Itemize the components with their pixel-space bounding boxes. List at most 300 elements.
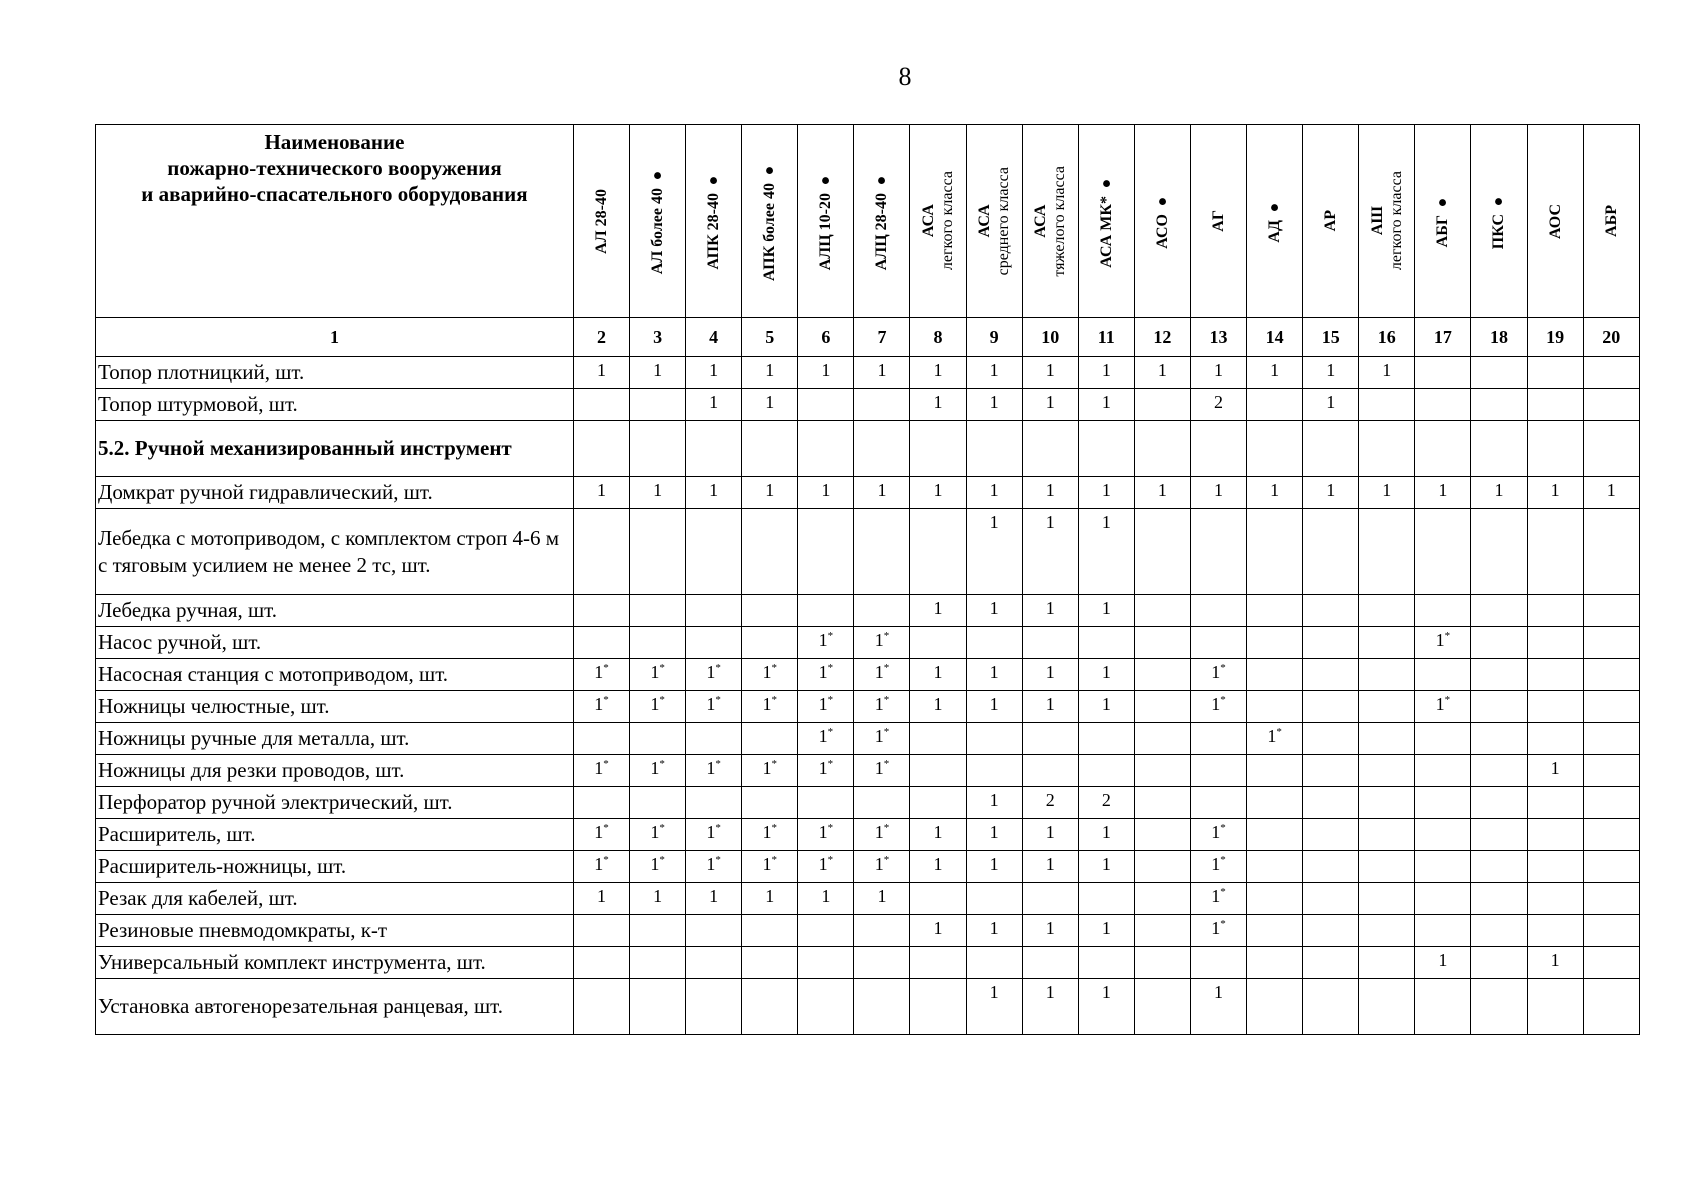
equipment-name: Установка автогенорезательная ранцевая, шт. [96, 979, 574, 1035]
quantity-cell: 1 [1190, 357, 1246, 389]
column-header [1471, 125, 1527, 318]
footnote-mark: * [603, 694, 609, 706]
quantity-cell [798, 979, 854, 1035]
column-header-main: АЛ более 40 ● [649, 167, 667, 275]
table-row [96, 947, 1640, 979]
table-row [96, 421, 1640, 477]
quantity-value: 1 [650, 854, 660, 874]
quantity-value: 1 [818, 630, 828, 650]
column-header-main: ПКС ● [1490, 192, 1508, 250]
quantity-cell [854, 723, 910, 755]
quantity-cell [1247, 819, 1303, 851]
quantity-cell: 1 [1022, 357, 1078, 389]
quantity-cell: 1 [1022, 915, 1078, 947]
quantity-cell [854, 509, 910, 595]
quantity-cell [966, 947, 1022, 979]
column-number: 8 [910, 318, 966, 357]
quantity-cell: 1 [1415, 477, 1471, 509]
quantity-cell [686, 851, 742, 883]
table-row [96, 915, 1640, 947]
quantity-cell [1190, 509, 1246, 595]
quantity-value: 1 [594, 854, 604, 874]
column-header-label [1265, 199, 1284, 243]
quantity-cell: 1 [910, 389, 966, 421]
quantity-cell [1583, 947, 1639, 979]
quantity-cell [1190, 915, 1246, 947]
quantity-cell [1190, 691, 1246, 723]
column-header-label [1546, 204, 1565, 239]
column-header-label [975, 167, 1013, 275]
quantity-cell [966, 421, 1022, 477]
quantity-cell [1247, 595, 1303, 627]
quantity-cell: 1 [742, 883, 798, 915]
equipment-name: Универсальный комплект инструмента, шт. [96, 947, 574, 979]
quantity-value: 1 [762, 662, 772, 682]
quantity-cell [1134, 509, 1190, 595]
quantity-cell [1022, 723, 1078, 755]
column-number: 12 [1134, 318, 1190, 357]
quantity-cell [573, 947, 629, 979]
quantity-cell: 1 [686, 883, 742, 915]
column-header [1583, 125, 1639, 318]
column-header-label [760, 162, 779, 281]
quantity-cell: 1 [966, 851, 1022, 883]
quantity-cell [1134, 389, 1190, 421]
column-header-main: АСА [976, 204, 994, 238]
quantity-cell [1583, 659, 1639, 691]
quantity-cell [1190, 627, 1246, 659]
quantity-cell [1078, 627, 1134, 659]
quantity-cell [1359, 509, 1415, 595]
quantity-cell: 1 [966, 509, 1022, 595]
quantity-cell: 1 [1078, 389, 1134, 421]
quantity-cell [1022, 421, 1078, 477]
quantity-cell [686, 595, 742, 627]
quantity-cell [573, 509, 629, 595]
quantity-cell [1247, 659, 1303, 691]
quantity-cell [1471, 659, 1527, 691]
quantity-cell [1471, 787, 1527, 819]
quantity-cell [1527, 979, 1583, 1035]
quantity-value: 1 [762, 822, 772, 842]
quantity-cell [1583, 819, 1639, 851]
footnote-mark: * [715, 854, 721, 866]
quantity-value: 1 [706, 662, 716, 682]
quantity-cell [1471, 723, 1527, 755]
quantity-cell: 1 [966, 357, 1022, 389]
quantity-cell [1527, 627, 1583, 659]
quantity-cell [1247, 979, 1303, 1035]
quantity-cell [1527, 357, 1583, 389]
column-header-label [872, 172, 891, 270]
column-header-label [1433, 194, 1452, 247]
column-header [573, 125, 629, 318]
quantity-cell [1247, 851, 1303, 883]
column-header-main: АШ [1368, 206, 1386, 236]
quantity-cell [630, 787, 686, 819]
quantity-cell: 1 [966, 979, 1022, 1035]
table-row [96, 755, 1640, 787]
quantity-cell [1303, 691, 1359, 723]
column-header [1190, 125, 1246, 318]
quantity-cell [1134, 755, 1190, 787]
quantity-cell: 1 [910, 819, 966, 851]
quantity-cell [910, 979, 966, 1035]
quantity-cell [1022, 883, 1078, 915]
quantity-cell: 1 [798, 883, 854, 915]
quantity-cell [1415, 979, 1471, 1035]
quantity-cell [630, 421, 686, 477]
column-number: 4 [686, 318, 742, 357]
footnote-mark: * [827, 758, 834, 770]
quantity-cell [1583, 389, 1639, 421]
quantity-cell: 1 [1078, 595, 1134, 627]
name-column-header-line: Наименование [264, 130, 405, 154]
quantity-cell [573, 659, 629, 691]
quantity-cell [573, 851, 629, 883]
quantity-cell [1527, 883, 1583, 915]
quantity-cell [742, 819, 798, 851]
column-header [1247, 125, 1303, 318]
quantity-cell [686, 787, 742, 819]
quantity-cell: 1 [1022, 595, 1078, 627]
quantity-cell [573, 819, 629, 851]
footnote-mark: * [715, 694, 721, 706]
quantity-cell [686, 979, 742, 1035]
quantity-cell [1527, 819, 1583, 851]
column-header-label [816, 172, 835, 270]
quantity-cell [1359, 723, 1415, 755]
column-header [1415, 125, 1471, 318]
name-column-header-line: и аварийно-спасательного оборудования [141, 182, 528, 206]
table-row [96, 659, 1640, 691]
quantity-cell [798, 851, 854, 883]
quantity-cell [1190, 595, 1246, 627]
quantity-cell: 1 [966, 477, 1022, 509]
quantity-cell [630, 755, 686, 787]
table-row [96, 979, 1640, 1035]
quantity-cell: 1 [966, 691, 1022, 723]
footnote-mark: * [715, 758, 721, 770]
quantity-cell: 1 [1303, 477, 1359, 509]
quantity-cell: 1 [798, 357, 854, 389]
quantity-cell [742, 595, 798, 627]
column-number: 19 [1527, 318, 1583, 357]
equipment-name: Домкрат ручной гидравлический, шт. [96, 477, 574, 509]
quantity-cell: 1 [1022, 819, 1078, 851]
quantity-value: 1 [706, 854, 716, 874]
quantity-value: 1 [874, 694, 884, 714]
footnote-mark: * [659, 758, 665, 770]
quantity-cell: 1 [910, 357, 966, 389]
quantity-cell [1359, 755, 1415, 787]
column-number: 20 [1583, 318, 1639, 357]
quantity-cell [1134, 947, 1190, 979]
column-number: 1 [96, 318, 574, 357]
quantity-cell: 1 [910, 851, 966, 883]
page-number: 8 [898, 62, 912, 91]
quantity-cell [630, 723, 686, 755]
quantity-cell [1415, 509, 1471, 595]
quantity-cell [1190, 947, 1246, 979]
column-header-main: АЛ 28-40 [592, 188, 610, 254]
column-header [1359, 125, 1415, 318]
quantity-cell [854, 755, 910, 787]
quantity-cell: 1 [742, 477, 798, 509]
quantity-value: 1 [594, 662, 604, 682]
quantity-cell [1303, 755, 1359, 787]
equipment-name: Перфоратор ручной электрический, шт. [96, 787, 574, 819]
quantity-value: 1 [1435, 630, 1445, 650]
quantity-cell: 1 [966, 595, 1022, 627]
quantity-value: 1 [762, 854, 772, 874]
equipment-name: Лебедка с мотоприводом, с комплектом строп 4-6 м с тяговым усилием не менее 2 тс, шт. [96, 509, 574, 595]
quantity-cell [1359, 915, 1415, 947]
quantity-cell [1583, 723, 1639, 755]
quantity-cell [1471, 389, 1527, 421]
quantity-cell [742, 787, 798, 819]
quantity-value: 1 [874, 854, 884, 874]
column-number: 9 [966, 318, 1022, 357]
footnote-mark: * [1220, 662, 1226, 674]
quantity-cell [798, 755, 854, 787]
quantity-cell: 1 [686, 357, 742, 389]
footnote-mark: * [659, 694, 665, 706]
quantity-cell: 1 [1359, 357, 1415, 389]
quantity-value: 1 [650, 662, 660, 682]
equipment-name: Расширитель, шт. [96, 819, 574, 851]
quantity-cell: 2 [1078, 787, 1134, 819]
column-header [1134, 125, 1190, 318]
quantity-cell [1134, 691, 1190, 723]
quantity-cell [686, 659, 742, 691]
quantity-cell [854, 979, 910, 1035]
quantity-value: 1 [594, 694, 604, 714]
name-column-header-line: пожарно-технического вооружения [167, 156, 502, 180]
quantity-cell [630, 851, 686, 883]
quantity-cell: 1 [1527, 477, 1583, 509]
column-header-main: АСА [1032, 204, 1050, 238]
quantity-cell [1303, 851, 1359, 883]
column-header-label [1153, 193, 1172, 249]
quantity-cell [854, 851, 910, 883]
quantity-cell [910, 755, 966, 787]
quantity-cell [1359, 819, 1415, 851]
column-header-main: АСА МК* ● [1097, 174, 1115, 268]
quantity-value: 1 [818, 694, 828, 714]
footnote-mark: * [883, 758, 890, 770]
table-row [96, 357, 1640, 389]
quantity-cell [966, 723, 1022, 755]
column-number: 6 [798, 318, 854, 357]
quantity-cell [1078, 421, 1134, 477]
column-number: 10 [1022, 318, 1078, 357]
quantity-cell: 1 [1022, 477, 1078, 509]
quantity-cell [1022, 627, 1078, 659]
quantity-cell [1078, 947, 1134, 979]
quantity-cell [1359, 421, 1415, 477]
quantity-cell: 1 [966, 819, 1022, 851]
table-row [96, 787, 1640, 819]
column-number: 17 [1415, 318, 1471, 357]
quantity-cell [686, 915, 742, 947]
quantity-cell [1247, 389, 1303, 421]
column-number: 13 [1190, 318, 1246, 357]
quantity-cell: 1 [1471, 477, 1527, 509]
quantity-cell [1583, 357, 1639, 389]
quantity-cell [1583, 627, 1639, 659]
quantity-cell [1359, 979, 1415, 1035]
footnote-mark: * [715, 822, 721, 834]
footnote-mark: * [827, 726, 834, 738]
quantity-cell [854, 691, 910, 723]
quantity-cell: 2 [1022, 787, 1078, 819]
column-number: 5 [742, 318, 798, 357]
quantity-cell [798, 947, 854, 979]
quantity-cell [742, 421, 798, 477]
quantity-cell [1134, 915, 1190, 947]
quantity-cell [686, 947, 742, 979]
quantity-cell [1415, 389, 1471, 421]
footnote-mark: * [603, 662, 609, 674]
quantity-cell [854, 819, 910, 851]
quantity-cell [966, 883, 1022, 915]
column-header-label [1321, 210, 1340, 231]
quantity-value: 1 [650, 822, 660, 842]
quantity-cell [1022, 947, 1078, 979]
quantity-cell: 1 [910, 691, 966, 723]
quantity-cell: 1 [1247, 357, 1303, 389]
column-number: 3 [630, 318, 686, 357]
quantity-cell [686, 421, 742, 477]
quantity-cell [630, 691, 686, 723]
quantity-cell [1190, 755, 1246, 787]
quantity-cell [1190, 851, 1246, 883]
quantity-cell [1415, 595, 1471, 627]
column-header-label [919, 171, 957, 270]
quantity-cell [1415, 691, 1471, 723]
footnote-mark: * [827, 854, 834, 866]
quantity-cell [1247, 915, 1303, 947]
column-header-sub: тяжелого класса [1051, 165, 1069, 277]
quantity-cell [1415, 421, 1471, 477]
quantity-cell [1247, 755, 1303, 787]
quantity-cell [1471, 595, 1527, 627]
quantity-cell [798, 787, 854, 819]
quantity-cell [1415, 357, 1471, 389]
quantity-cell [1247, 883, 1303, 915]
quantity-cell [966, 755, 1022, 787]
quantity-cell: 1 [630, 883, 686, 915]
quantity-value: 1 [1267, 726, 1277, 746]
equipment-name: Ножницы ручные для металла, шт. [96, 723, 574, 755]
quantity-cell: 1 [630, 477, 686, 509]
quantity-cell [742, 691, 798, 723]
quantity-cell [1303, 627, 1359, 659]
quantity-cell [573, 389, 629, 421]
quantity-cell [1583, 755, 1639, 787]
quantity-cell [1247, 787, 1303, 819]
quantity-cell [1415, 915, 1471, 947]
quantity-cell [742, 915, 798, 947]
column-header-main: АГ [1210, 210, 1227, 232]
quantity-cell [1471, 357, 1527, 389]
quantity-cell [1471, 979, 1527, 1035]
quantity-cell: 1 [1190, 979, 1246, 1035]
quantity-cell [1134, 979, 1190, 1035]
quantity-cell [854, 915, 910, 947]
footnote-mark: * [883, 630, 890, 642]
quantity-cell [1359, 691, 1415, 723]
quantity-cell [910, 421, 966, 477]
quantity-cell [1359, 595, 1415, 627]
quantity-cell [1415, 659, 1471, 691]
quantity-cell [630, 947, 686, 979]
footnote-mark: * [827, 662, 834, 674]
equipment-name: Ножницы для резки проводов, шт. [96, 755, 574, 787]
footnote-mark: * [827, 694, 834, 706]
quantity-cell [686, 691, 742, 723]
column-header-main: АР [1322, 210, 1340, 232]
quantity-cell [1415, 851, 1471, 883]
table-row [96, 851, 1640, 883]
quantity-cell: 1 [1190, 477, 1246, 509]
column-header [1527, 125, 1583, 318]
column-number: 11 [1078, 318, 1134, 357]
footnote-mark: * [883, 694, 890, 706]
quantity-value: 1 [706, 758, 716, 778]
quantity-cell [1527, 787, 1583, 819]
table-row [96, 627, 1640, 659]
quantity-cell [1527, 595, 1583, 627]
quantity-cell: 1 [1303, 357, 1359, 389]
quantity-cell [854, 595, 910, 627]
quantity-value: 1 [762, 758, 772, 778]
quantity-value: 1 [1211, 918, 1221, 938]
quantity-cell [686, 819, 742, 851]
quantity-cell [1303, 819, 1359, 851]
quantity-cell [854, 787, 910, 819]
quantity-cell: 1 [573, 883, 629, 915]
quantity-cell [966, 627, 1022, 659]
footnote-mark: * [603, 758, 609, 770]
column-header-main: АОС [1546, 203, 1564, 239]
quantity-cell [1471, 947, 1527, 979]
column-number: 16 [1359, 318, 1415, 357]
quantity-cell [1078, 755, 1134, 787]
quantity-cell: 1 [854, 357, 910, 389]
quantity-cell: 1 [1527, 755, 1583, 787]
quantity-cell [686, 509, 742, 595]
quantity-value: 1 [650, 758, 660, 778]
column-header [1303, 125, 1359, 318]
quantity-value: 1 [1211, 822, 1221, 842]
quantity-cell [910, 947, 966, 979]
column-header-main: АПК 28-40 ● [705, 172, 723, 270]
quantity-cell: 2 [1190, 389, 1246, 421]
quantity-cell [573, 723, 629, 755]
quantity-cell [1583, 691, 1639, 723]
quantity-cell: 1 [910, 659, 966, 691]
quantity-cell [1471, 421, 1527, 477]
footnote-mark: * [883, 822, 890, 834]
column-header-label [1209, 210, 1228, 232]
footnote-mark: * [1444, 694, 1451, 706]
footnote-mark: * [883, 854, 890, 866]
quantity-cell [1303, 947, 1359, 979]
quantity-cell [630, 915, 686, 947]
footnote-mark: * [603, 854, 609, 866]
